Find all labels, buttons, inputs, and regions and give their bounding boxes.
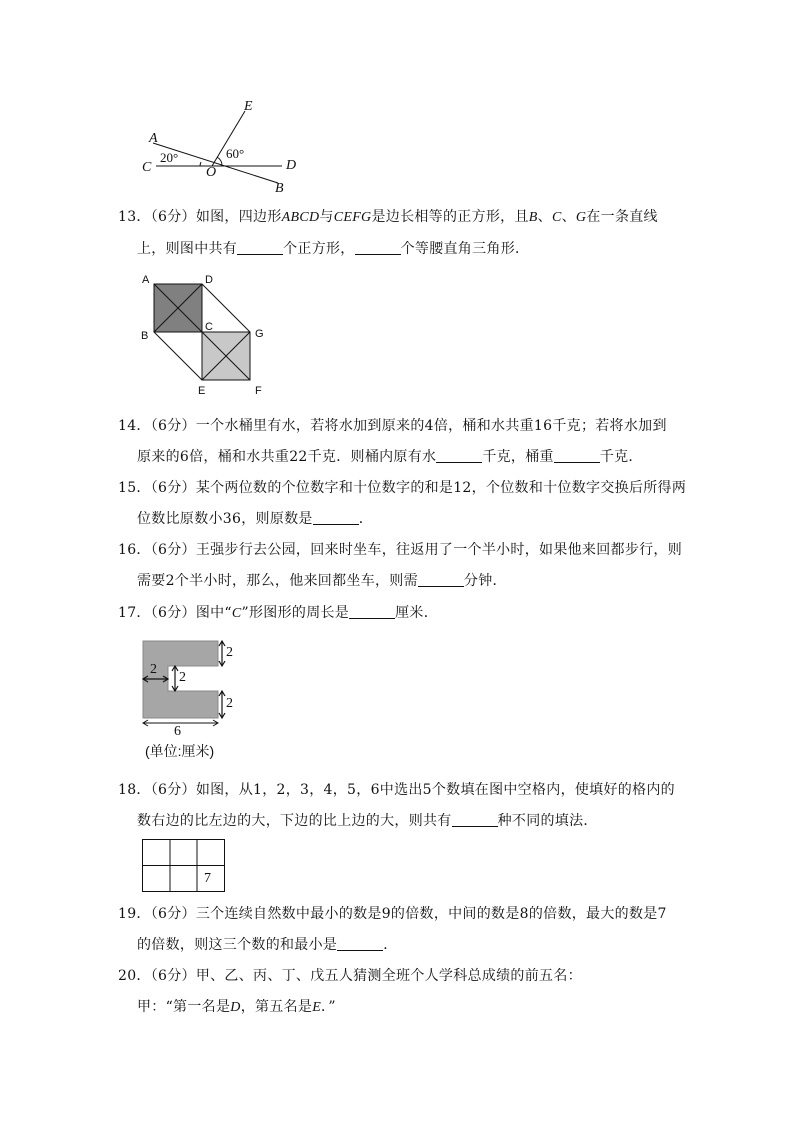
dimension-label: 2: [226, 645, 233, 660]
unit-caption: (单位:厘米): [145, 743, 215, 759]
point-label-e: E: [244, 99, 253, 114]
question-text: ．: [358, 511, 374, 527]
question-text: 上，则图中共有: [137, 241, 238, 257]
angle-label-60: 60°: [226, 146, 245, 161]
vertex-label-d: D: [205, 274, 213, 286]
question-text: ，第五名是: [240, 999, 313, 1015]
question-20: [118, 966, 678, 1018]
math-var: E: [312, 1000, 322, 1015]
question-text: 原来的6倍，桶和水共重22千克．则桶内原有水: [137, 449, 437, 465]
point-label-o: O: [206, 165, 217, 180]
vertex-label-g: G: [255, 328, 264, 340]
question-text: 千克，桶重: [482, 449, 554, 465]
dimension-label: 2: [179, 670, 186, 685]
dimension-label: 6: [174, 724, 181, 739]
question-score: （6分）: [150, 480, 196, 496]
question-text: 一个水桶里有水，若将水加到原来的4倍，桶和水共重16千克；若将水加到: [195, 418, 667, 434]
question-text: 图中“: [195, 605, 232, 621]
math-var: G: [575, 210, 587, 225]
question-text: 甲：“第一名是: [137, 999, 231, 1015]
vertex-label-f: F: [255, 385, 262, 397]
math-var: B: [528, 210, 538, 225]
question-text: ”形图形的周长是: [241, 605, 350, 621]
question-score: （6分）: [150, 605, 196, 621]
question-text: 厘米．: [395, 605, 438, 621]
question-14: [118, 416, 678, 467]
answer-blank[interactable]: [237, 240, 283, 255]
question-score: （6分）: [150, 209, 196, 225]
question-13: [118, 207, 678, 259]
question-number: 19．: [118, 906, 151, 922]
question-number: 17．: [118, 605, 151, 621]
question-text: 如图，从1，2，3，4，5，6中选出5个数填在图中空格内，使填好的格内的: [195, 782, 675, 798]
math-var: ABCD: [281, 210, 320, 225]
question-text: 如图，四边形: [195, 209, 282, 225]
question-text: 是边长相等的正方形，且: [371, 209, 529, 225]
question-score: （6分）: [150, 906, 196, 922]
question-16: [118, 540, 683, 591]
dimension-label: 2: [226, 696, 233, 711]
question-text: ．”: [321, 999, 336, 1015]
point-label-b: B: [275, 181, 284, 196]
question-text: 千克．: [599, 449, 643, 465]
question-text: 、: [537, 209, 552, 225]
question-text: 的倍数，则这三个数的和最小是: [137, 937, 338, 953]
answer-blank[interactable]: [418, 572, 464, 587]
vertex-label-a: A: [142, 274, 150, 286]
answer-blank[interactable]: [355, 240, 401, 255]
question-text: 个正方形，: [283, 241, 355, 257]
question-18: [118, 780, 678, 831]
question-text: 在一条直线: [586, 209, 658, 225]
question-text: 位数比原数小36，则原数是: [137, 511, 313, 527]
question-17: [118, 603, 678, 624]
answer-blank[interactable]: [349, 604, 395, 619]
question-score: （6分）: [150, 418, 196, 434]
question-score: （6分）: [150, 968, 196, 984]
squares-figure: [140, 272, 270, 402]
question-text: 数右边的比左边的大，下边的比上边的大，则共有: [137, 813, 452, 829]
angle-figure: [130, 95, 310, 200]
point-label-a: A: [149, 131, 158, 146]
answer-blank[interactable]: [452, 812, 498, 827]
question-text: 王强步行去公园，回来时坐车，往返用了一个半小时，如果他来回都步行，则: [195, 542, 683, 558]
point-label-c: C: [142, 160, 152, 175]
math-var: C: [231, 606, 242, 621]
math-var: D: [230, 1000, 241, 1015]
question-text: 、: [561, 209, 576, 225]
question-text: 三个连续自然数中最小的数是9的倍数，中间的数是8的倍数，最大的数是7: [195, 906, 667, 922]
question-text: 甲、乙、丙、丁、戊五人猜测全班个人学科总成绩的前五名：: [195, 968, 582, 984]
grid-cell-value: 7: [204, 871, 211, 886]
question-text: 个等腰直角三角形．: [400, 241, 530, 257]
question-text: 分钟．: [463, 573, 507, 589]
answer-blank[interactable]: [313, 510, 359, 525]
answer-blank[interactable]: [554, 448, 600, 463]
math-var: CEFG: [333, 210, 372, 225]
squares-figure-svg: [140, 272, 270, 402]
answer-blank[interactable]: [436, 448, 482, 463]
question-text: 某个两位数的个位数字和十位数字的和是12，个位数和十位数字交换后所得两: [195, 480, 687, 496]
point-label-d: D: [286, 158, 297, 173]
question-score: （6分）: [150, 782, 196, 798]
question-number: 20．: [118, 968, 151, 984]
question-number: 18．: [118, 782, 151, 798]
math-var: C: [551, 210, 562, 225]
question-score: （6分）: [150, 542, 196, 558]
question-text: 需要2个半小时，那么，他来回都坐车，则需: [137, 573, 418, 589]
question-number: 16．: [118, 542, 151, 558]
answer-blank[interactable]: [337, 936, 383, 951]
angle-label-20: 20°: [160, 150, 179, 165]
question-text: 与: [319, 209, 334, 225]
question-text: 种不同的填法．: [497, 813, 598, 829]
vertex-label-e: E: [198, 385, 206, 397]
question-19: [118, 904, 678, 955]
question-number: 14．: [118, 418, 151, 434]
question-number: 13．: [118, 209, 151, 225]
question-text: ．: [383, 937, 398, 953]
vertex-label-c: C: [205, 321, 213, 333]
question-number: 15．: [118, 480, 151, 496]
c-shape-figure: [138, 636, 248, 766]
vertex-label-b: B: [141, 330, 149, 342]
dimension-label: 2: [150, 662, 157, 677]
number-grid-svg: [142, 839, 226, 893]
question-15: [118, 478, 687, 529]
